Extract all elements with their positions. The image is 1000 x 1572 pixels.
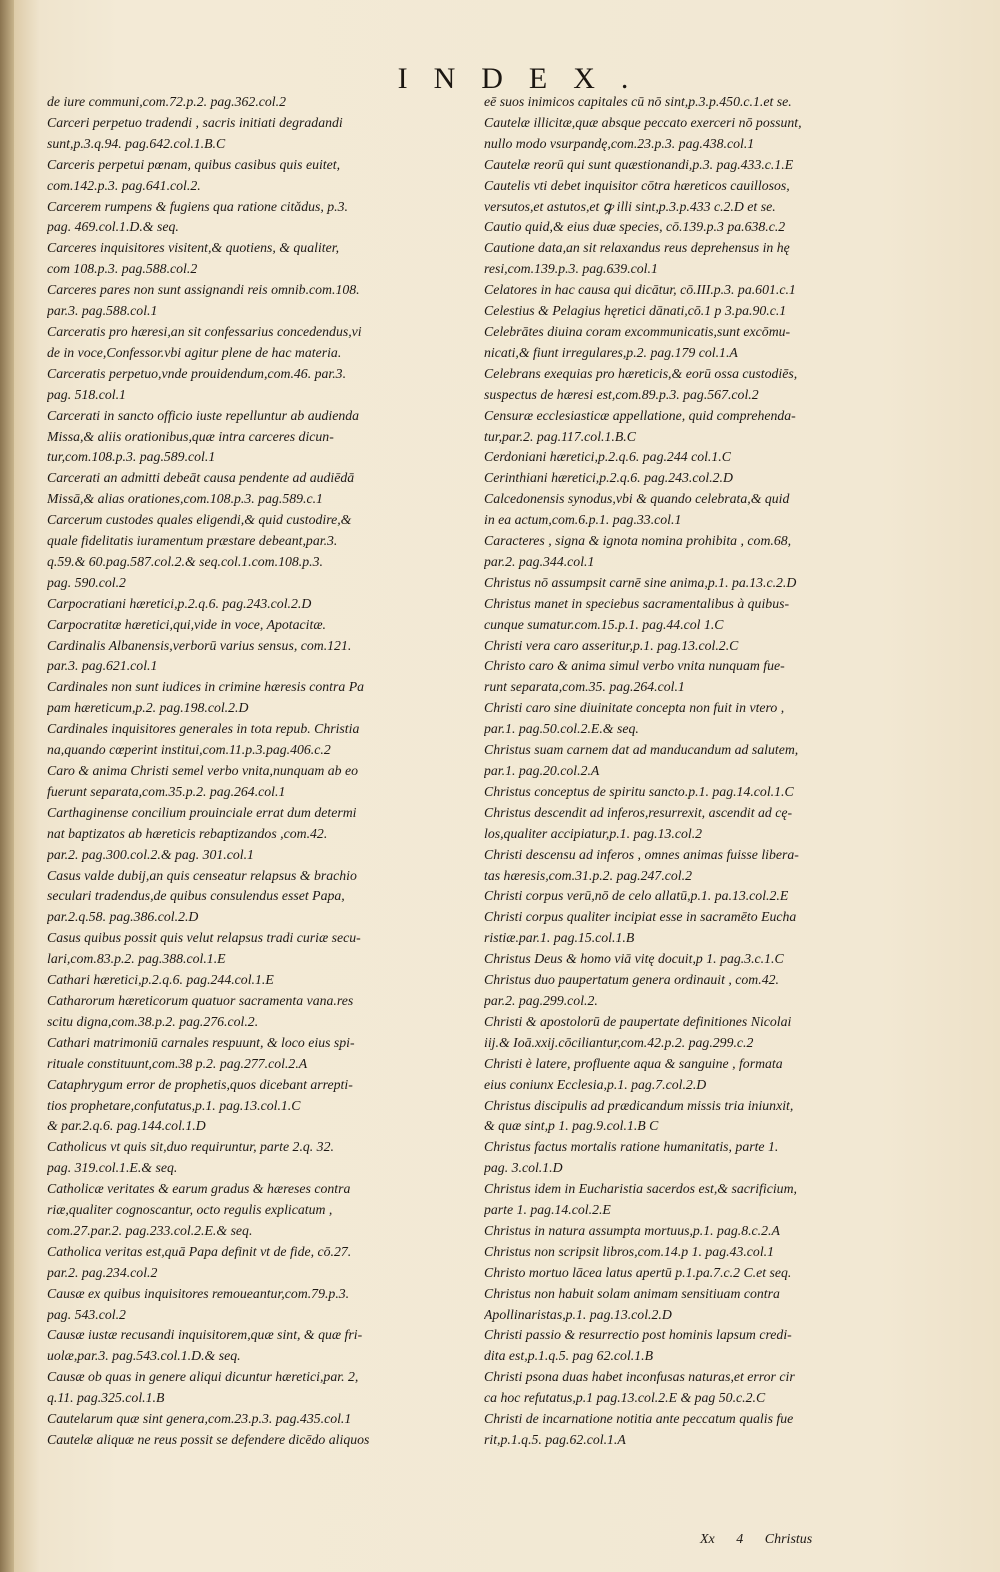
index-line: Carceres pares non sunt assignandi reis omnib.com.108. — [47, 282, 360, 298]
index-line: Carthaginense concilium prouinciale errat dum determi — [47, 804, 357, 820]
index-column-right — [484, 92, 900, 1451]
index-line: Christus descendit ad inferos,resurrexit, ascendit ad cę- — [484, 804, 793, 820]
index-line: Censuræ ecclesiasticæ appellatione, quid comprehenda- — [484, 407, 796, 423]
index-line: seculari tradendus,de quibus consulendus esset Papa, — [47, 888, 345, 904]
signature-line — [700, 1532, 900, 1548]
index-line: na,quando cœperint institui,com.11.p.3.pag.406.c.2 — [47, 742, 331, 758]
index-line: lari,com.83.p.2. pag.388.col.1.E — [47, 951, 226, 967]
index-line: par.1. pag.20.col.2.A — [484, 763, 600, 778]
index-line: Christi psona duas habet inconfusas naturas,et error cir — [484, 1369, 795, 1385]
index-line: Christus non scripsit libros,com.14.p 1. pag.43.col.1 — [484, 1243, 775, 1259]
index-line: Christi caro sine diuinitate concepta non fuit in vtero , — [484, 700, 785, 716]
index-line: Missa,& aliis orationibus,quæ intra carceres dicun- — [47, 428, 334, 444]
index-line: pag. 469.col.1.D.& seq. — [47, 219, 179, 235]
index-line: par.2. pag.234.col.2 — [47, 1264, 158, 1280]
index-line: Cautione data,an sit relaxandus reus deprehensus in hę — [484, 240, 790, 256]
index-line: Cautelis vti debet inquisitor cōtra hæreticos cauillosos, — [484, 177, 790, 193]
index-line: par.2. pag.300.col.2.& pag. 301.col.1 — [47, 846, 254, 862]
index-line: Carceratis perpetuo,vnde prouidendum,com.46. par.3. — [47, 365, 347, 381]
index-line: parte 1. pag.14.col.2.E — [484, 1202, 611, 1218]
index-line: Catholica veritas est,quā Papa definit vt de fide, cō.27. — [47, 1243, 352, 1259]
index-line: & quæ sint,p 1. pag.9.col.1.B C — [484, 1118, 659, 1134]
index-line: cunque sumatur.com.15.p.1. pag.44.col 1.C — [484, 616, 724, 632]
index-line: Cathari matrimoniū carnales respuunt, & loco eius spi- — [47, 1034, 355, 1050]
index-line: Cardinales inquisitores generales in tota repub. Christia — [47, 721, 360, 737]
index-line: suspectus de hæresi est,com.89.p.3. pag.567.col.2 — [484, 386, 759, 402]
index-line: Celebrans exequias pro hæreticis,& eorū ossa custodiēs, — [484, 365, 798, 381]
index-line: in ea actum,com.6.p.1. pag.33.col.1 — [484, 512, 682, 528]
index-line: Caro & anima Christi semel verbo vnita,nunquam ab eo — [47, 763, 359, 778]
index-line: par.3. pag.588.col.1 — [47, 303, 158, 319]
index-line: tios prophetare,confutatus,p.1. pag.13.col.1.C — [47, 1097, 301, 1113]
index-line: q.11. pag.325.col.1.B — [47, 1390, 165, 1406]
index-line: Carceres inquisitores visitent,& quotiens, & qualiter, — [47, 240, 340, 256]
index-line: de iure communi,com.72.p.2. pag.362.col.2 — [47, 94, 286, 109]
index-line: dita est,p.1.q.5. pag 62.col.1.B — [484, 1348, 653, 1364]
index-line: com.142.p.3. pag.641.col.2. — [47, 177, 201, 193]
index-line: Cerinthiani hæretici,p.2.q.6. pag.243.col.2.D — [484, 470, 733, 486]
index-line: Catholicæ veritates & earum gradus & hæreses contra — [47, 1181, 351, 1197]
index-line: q.59.& 60.pag.587.col.2.& seq.col.1.com.108.p.3. — [47, 553, 323, 569]
index-line: Christo mortuo lācea latus apertū p.1.pa.7.c.2 C.et seq. — [484, 1264, 792, 1280]
index-line: Carpocratitæ hæretici,qui,vide in voce, Apotacitæ. — [47, 616, 326, 632]
index-line: Christus manet in speciebus sacramentalibus à quibus- — [484, 595, 790, 611]
index-line: Carpocratiani hæretici,p.2.q.6. pag.243.col.2.D — [47, 595, 312, 611]
index-line: iij.& Ioā.xxij.cōciliantur,com.42.p.2. pag.299.c.2 — [484, 1034, 754, 1050]
index-line: pag. 543.col.2 — [47, 1306, 126, 1322]
index-line: quale fidelitatis iuramentum præstare debeant,par.3. — [47, 533, 338, 549]
index-line: Calcedonensis synodus,vbi & quando celebrata,& quid — [484, 491, 790, 507]
index-line: runt separata,com.35. pag.264.col.1 — [484, 679, 685, 695]
index-line: rit,p.1.q.5. pag.62.col.1.A — [484, 1432, 626, 1447]
index-line: tas hæresis,com.31.p.2. pag.247.col.2 — [484, 867, 692, 883]
index-line: los,qualiter accipiatur,p.1. pag.13.col.2 — [484, 825, 703, 841]
index-line: de in voce,Confessor.vbi agitur plene de hac materia. — [47, 344, 342, 360]
index-line: fuerunt separata,com.35.p.2. pag.264.col.1 — [47, 783, 286, 799]
index-line: Christus factus mortalis ratione humanitatis, parte 1. — [484, 1139, 779, 1155]
index-line: Christi descensu ad inferos , omnes animas fuisse libera- — [484, 846, 799, 862]
index-line: Missā,& alias orationes,com.108.p.3. pag.589.c.1 — [47, 491, 323, 507]
index-line: Christi vera caro asseritur,p.1. pag.13.col.2.C — [484, 637, 739, 653]
index-line: riæ,qualiter cognoscantur, octo regulis explicatum , — [47, 1202, 333, 1218]
index-line: nullo modo vsurpandę,com.23.p.3. pag.438.col.1 — [484, 135, 755, 151]
index-line: Carceris perpetui pœnam, quibus casibus quis euitet, — [47, 156, 341, 172]
index-line: Cerdoniani hæretici,p.2.q.6. pag.244 col.1.C — [484, 449, 731, 465]
index-line: Causæ iustæ recusandi inquisitorem,quæ sint, & quæ fri- — [47, 1327, 363, 1343]
index-line: Christus discipulis ad prædicandum missis tria iniunxit, — [484, 1097, 794, 1113]
index-line: pag. 319.col.1.E.& seq. — [47, 1160, 178, 1176]
index-line: pag. 3.col.1.D — [484, 1160, 563, 1176]
index-line: Apollinaristas,p.1. pag.13.col.2.D — [484, 1306, 672, 1322]
index-line: scitu digna,com.38.p.2. pag.276.col.2. — [47, 1013, 259, 1029]
index-line: par.2.q.58. pag.386.col.2.D — [47, 909, 199, 925]
index-line: Caracteres , signa & ignota nomina prohibita , com.68, — [484, 533, 792, 549]
index-line: par.1. pag.50.col.2.E.& seq. — [484, 721, 639, 737]
index-line: uolæ,par.3. pag.543.col.1.D.& seq. — [47, 1348, 241, 1364]
index-line: par.3. pag.621.col.1 — [47, 658, 158, 674]
index-line: par.2. pag.344.col.1 — [484, 553, 595, 569]
index-line: eē suos inimicos capitales cū nō sint,p.3.p.450.c.1.et se. — [484, 94, 792, 109]
index-line: Cautelæ illicitæ,quæ absque peccato exerceri nō possunt, — [484, 114, 802, 130]
index-line: Causæ ob quas in genere aliqui dicuntur hæretici,par. 2, — [47, 1369, 359, 1385]
signature-mark: Xx — [700, 1532, 715, 1547]
index-line: Christo caro & anima simul verbo vnita nunquam fue- — [484, 658, 785, 674]
index-line: Catharorum hæreticorum quatuor sacramenta vana.res — [47, 992, 354, 1008]
index-line: Casus valde dubij,an quis censeatur relapsus & brachio — [47, 867, 357, 883]
index-line: Christus non habuit solam animam sensitiuam contra — [484, 1285, 780, 1301]
index-line: Christi corpus qualiter incipiat esse in sacramēto Eucha — [484, 909, 797, 925]
index-line: par.2. pag.299.col.2. — [484, 992, 598, 1008]
index-line: Christus suam carnem dat ad manducandum ad salutem, — [484, 742, 799, 758]
index-line: nat baptizatos ab hæreticis rebaptizandos ,com.42. — [47, 825, 328, 841]
index-line: Carceri perpetuo tradendi , sacris initiati degradandi — [47, 114, 343, 130]
index-line: Christi corpus verū,nō de celo allatū,p.1. pa.13.col.2.E — [484, 888, 789, 904]
running-head-title: INDEX. — [397, 62, 655, 95]
index-line: Cardinalis Albanensis,verborū varius sensus, com.121. — [47, 637, 352, 653]
index-line: Cardinales non sunt iudices in crimine hæresis contra Pa — [47, 679, 365, 695]
index-line: sunt,p.3.q.94. pag.642.col.1.B.C — [47, 135, 226, 151]
index-line: Christus idem in Eucharistia sacerdos est,& sacrificium, — [484, 1181, 797, 1197]
index-line: Cautelarum quæ sint genera,com.23.p.3. pag.435.col.1 — [47, 1411, 352, 1427]
index-line: Christus in natura assumpta mortuus,p.1. pag.8.c.2.A — [484, 1222, 780, 1238]
index-line: Cataphrygum error de prophetis,quos dicebant arrepti- — [47, 1076, 353, 1092]
catchword: Christus — [764, 1532, 813, 1547]
index-line: Christus Deus & homo viā vitę docuit,p 1. pag.3.c.1.C — [484, 951, 784, 967]
index-line: Christus nō assumpsit carnē sine anima,p.1. pa.13.c.2.D — [484, 574, 797, 590]
index-line: Causæ ex quibus inquisitores remoueantur,com.79.p.3. — [47, 1285, 350, 1301]
index-line: rituale constituunt,com.38 p.2. pag.277.col.2.A — [47, 1055, 308, 1071]
signature-number: 4 — [736, 1532, 744, 1547]
index-line: eius coniunx Ecclesia,p.1. pag.7.col.2.D — [484, 1076, 707, 1092]
index-line: com 108.p.3. pag.588.col.2 — [47, 261, 198, 277]
index-column-left — [47, 92, 463, 1451]
index-line: nicati,& fiunt irregulares,p.2. pag.179 col.1.A — [484, 344, 738, 360]
index-line: ristiæ.par.1. pag.15.col.1.B — [484, 930, 635, 946]
index-line: Christus conceptus de spiritu sancto.p.1. pag.14.col.1.C — [484, 783, 794, 799]
index-line: versutos,et astutos,et ꝙ illi sint,p.3.p.433 c.2.D et se. — [484, 198, 776, 214]
page-gutter-edge — [0, 0, 14, 1572]
index-line: Christi passio & resurrectio post hominis lapsum credi- — [484, 1327, 792, 1343]
index-line: & par.2.q.6. pag.144.col.1.D — [47, 1118, 206, 1134]
index-line: Christi è latere, profluente aqua & sanguine , formata — [484, 1055, 783, 1071]
index-line: Catholicus vt quis sit,duo requiruntur, parte 2.q. 32. — [47, 1139, 334, 1155]
index-line: Carceratis pro hæresi,an sit confessarius concedendus,vi — [47, 323, 362, 339]
index-line: Celestius & Pelagius hęretici dānati,cō.1 p 3.pa.90.c.1 — [484, 303, 787, 319]
index-line: Christi & apostolorū de paupertate definitiones Nicolai — [484, 1013, 792, 1029]
index-line: tur,par.2. pag.117.col.1.B.C — [484, 428, 636, 444]
index-line: pam hæreticum,p.2. pag.198.col.2.D — [47, 700, 249, 716]
index-line: Carcerum custodes quales eligendi,& quid custodire,& — [47, 512, 352, 528]
index-line: ca hoc refutatus,p.1 pag.13.col.2.E & pag 50.c.2.C — [484, 1390, 766, 1406]
index-line: Cautio quid,& eius duæ species, cō.139.p.3 pa.638.c.2 — [484, 219, 786, 235]
index-line: pag. 590.col.2 — [47, 574, 126, 590]
index-line: Carcerem rumpens & fugiens qua ratione citădus, p.3. — [47, 198, 348, 214]
index-line: Cautelæ reorū qui sunt quæstionandi,p.3. pag.433.c.1.E — [484, 156, 794, 172]
index-line: Casus quibus possit quis velut relapsus tradi curiæ secu- — [47, 930, 361, 946]
index-line: Christi de incarnatione notitia ante peccatum qualis fue — [484, 1411, 794, 1427]
index-line: tur,com.108.p.3. pag.589.col.1 — [47, 449, 216, 465]
index-line: Celebrātes diuina coram excommunicatis,sunt excōmu- — [484, 323, 791, 339]
index-line: resi,com.139.p.3. pag.639.col.1 — [484, 261, 658, 277]
index-line: Carcerati in sancto officio iuste repelluntur ab audienda — [47, 407, 360, 423]
index-line: Carcerati an admitti debeāt causa pendente ad audiēdā — [47, 470, 355, 486]
index-line: pag. 518.col.1 — [47, 386, 126, 402]
index-line: Celatores in hac causa qui dicātur, cō.III.p.3. pa.601.c.1 — [484, 282, 796, 298]
index-line: Cautelæ aliquæ ne reus possit se defendere dicēdo aliquos — [47, 1432, 370, 1447]
index-line: com.27.par.2. pag.233.col.2.E.& seq. — [47, 1222, 253, 1238]
index-line: Cathari hæretici,p.2.q.6. pag.244.col.1.E — [47, 972, 274, 988]
index-line: Christus duo paupertatum genera ordinauit , com.42. — [484, 972, 779, 988]
